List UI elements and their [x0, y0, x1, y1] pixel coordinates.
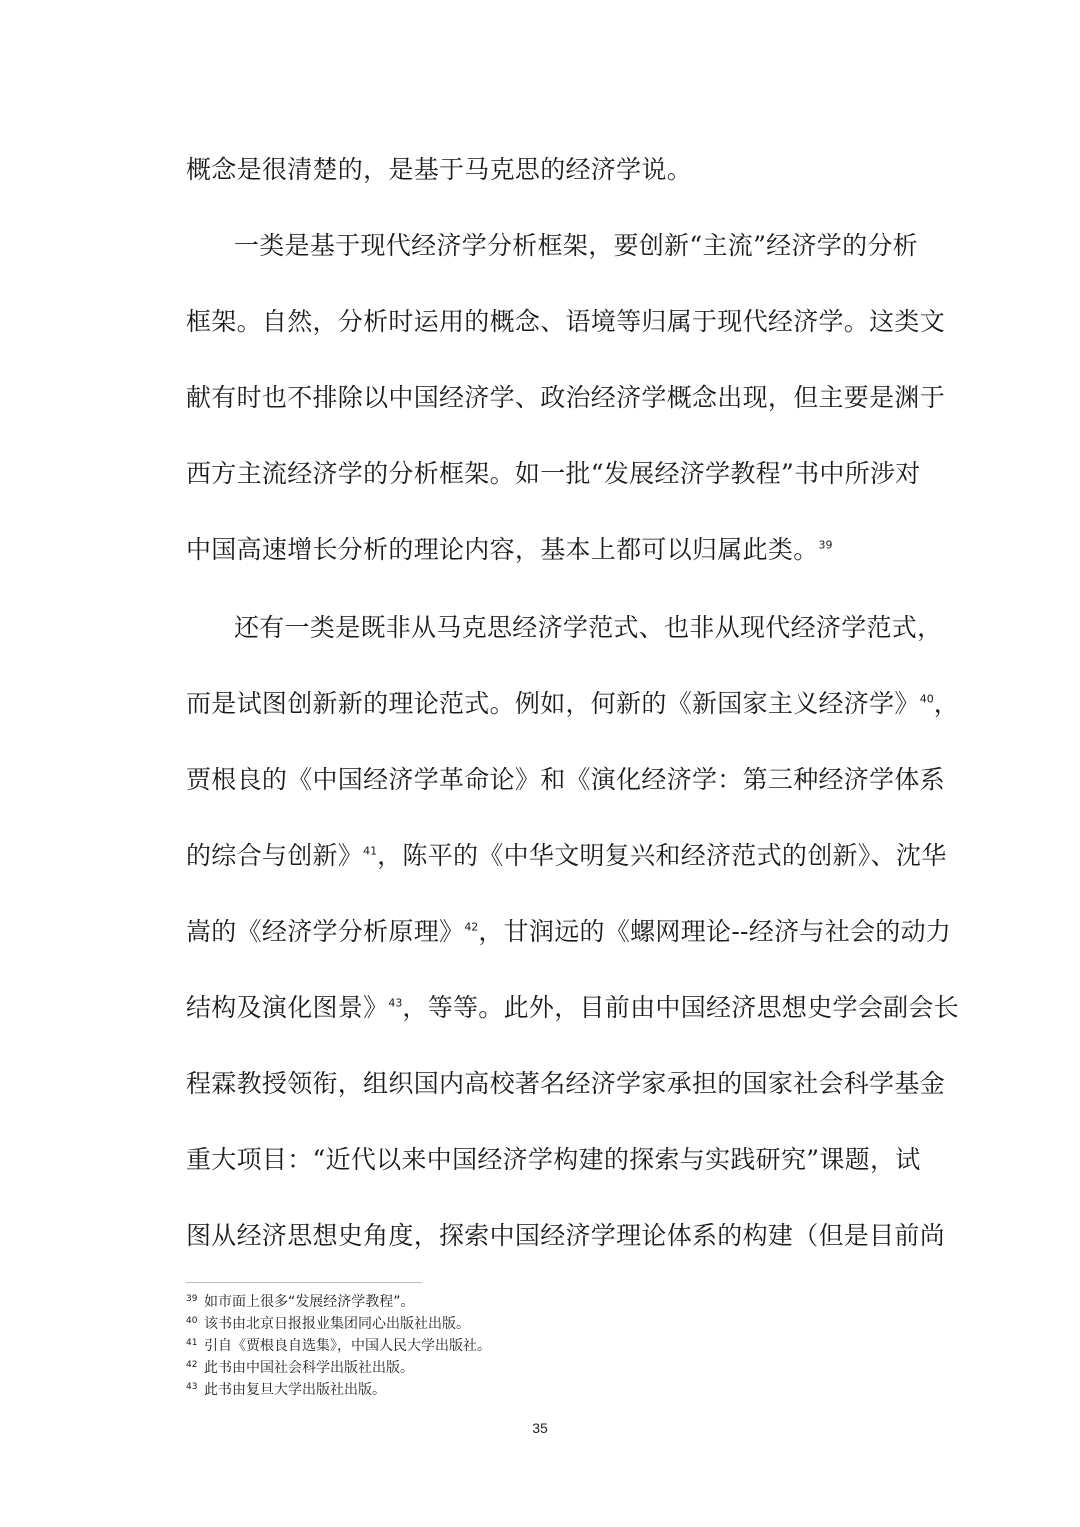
line-text: 中国高速增长分析的理论内容，基本上都可以归属此类。	[186, 535, 819, 564]
footnote	[186, 1358, 886, 1379]
paragraph-line: 图从经济思想史角度，探索中国经济学理论体系的构建（但是目前尚	[186, 1221, 946, 1250]
footnote-number: 41	[186, 1338, 198, 1348]
footnote-ref[interactable]: 43	[388, 996, 403, 1010]
paragraph-line	[186, 915, 952, 949]
line-text: ，等等。此外，目前由中国经济思想史学会副会长	[402, 993, 960, 1022]
footnote	[186, 1314, 886, 1335]
line-text: 结构及演化图景》	[186, 993, 389, 1022]
footnote-number: 43	[186, 1382, 198, 1392]
line-text: ，	[933, 689, 960, 718]
footnote-ref[interactable]: 41	[363, 844, 378, 858]
paragraph-line: 程霖教授领衔，组织国内高校著名经济学家承担的国家社会科学基金	[186, 1069, 946, 1098]
footnote-text: 此书由中国社会科学出版社出版。	[204, 1360, 414, 1376]
footnote-ref[interactable]: 40	[919, 692, 934, 706]
footnote-number: 39	[186, 1294, 198, 1304]
line-text: 嵩的《经济学分析原理》	[186, 917, 465, 946]
line-text: 的综合与创新》	[186, 841, 364, 870]
paragraph-line	[186, 991, 960, 1025]
paragraph-line: 一类是基于现代经济学分析框架，要创新“主流”经济学的分析	[234, 231, 918, 260]
paragraph-line: 框架。自然，分析时运用的概念、语境等归属于现代经济学。这类文	[186, 307, 946, 336]
paragraph-line	[186, 687, 960, 721]
line-text: 而是试图创新新的理论范式。例如，何新的《新国家主义经济学》	[186, 689, 920, 718]
line-text: ，陈平的《中华文明复兴和经济范式的创新》、沈华	[377, 841, 947, 870]
paragraph-line: 西方主流经济学的分析框架。如一批“发展经济学教程”书中所涉对	[186, 459, 921, 488]
paragraph-line: 概念是很清楚的，是基于马克思的经济学说。	[186, 155, 693, 184]
paragraph-line: 还有一类是既非从马克思经济学范式、也非从现代经济学范式，	[234, 613, 943, 642]
paragraph-line: 重大项目：“近代以来中国经济学构建的探索与实践研究”课题，试	[186, 1145, 921, 1174]
footnote-number: 40	[186, 1316, 198, 1326]
paragraph-line: 献有时也不排除以中国经济学、政治经济学概念出现，但主要是渊于	[186, 383, 946, 412]
footnote-ref[interactable]: 39	[818, 538, 833, 552]
footnote	[186, 1380, 886, 1401]
footnote-text: 该书由北京日报报业集团同心出版社出版。	[204, 1316, 470, 1332]
line-text: ，甘润远的《螺网理论--经济与社会的动力	[478, 917, 952, 946]
footnote	[186, 1292, 886, 1313]
footnote-text: 引自《贾根良自选集》，中国人民大学出版社。	[204, 1338, 491, 1354]
footnote-text: 如市面上很多“发展经济学教程”。	[204, 1294, 415, 1310]
footnote-divider	[186, 1282, 422, 1283]
paragraph-line: 贾根良的《中国经济学革命论》和《演化经济学：第三种经济学体系	[186, 765, 946, 794]
paragraph-line	[186, 533, 898, 567]
footnote-text: 此书由复旦大学出版社出版。	[204, 1382, 386, 1398]
page-number: 35	[532, 1420, 548, 1436]
footnote-ref[interactable]: 42	[464, 920, 479, 934]
paragraph-line	[186, 839, 947, 873]
footnote	[186, 1336, 886, 1357]
footnote-number: 42	[186, 1360, 198, 1370]
